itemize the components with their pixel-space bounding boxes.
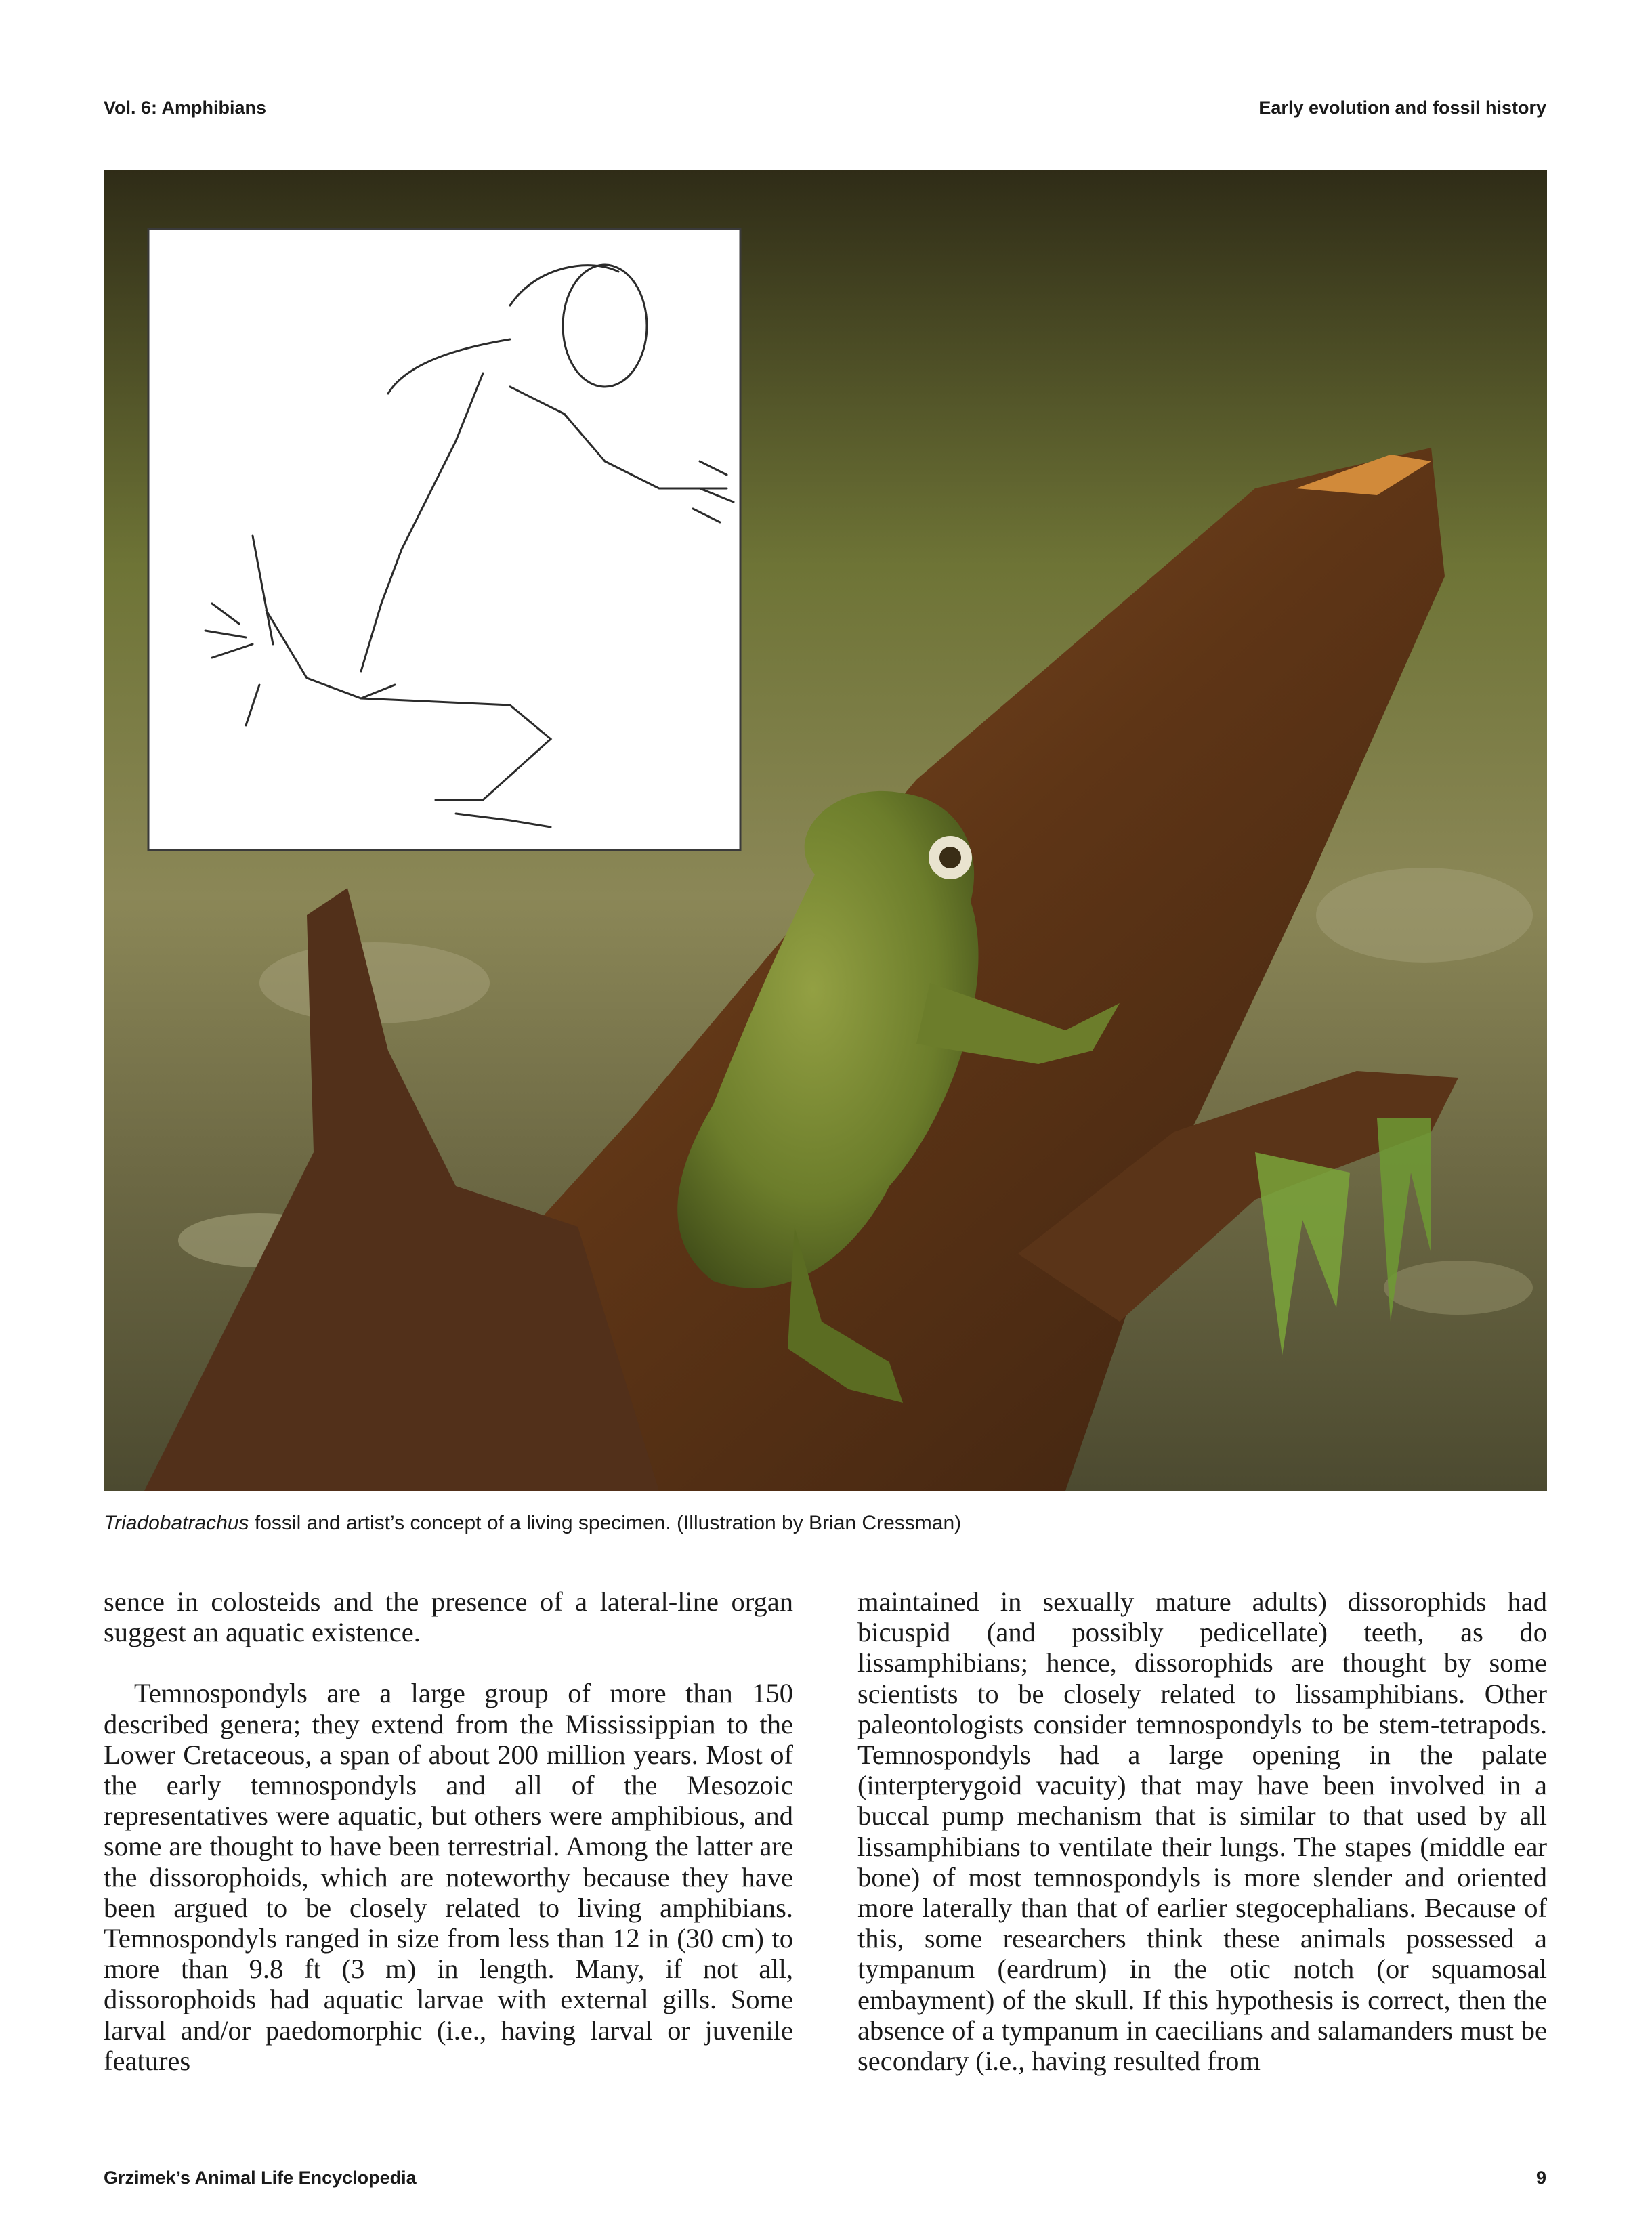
body-column-left xyxy=(104,1586,793,2076)
paragraph: maintained in sexually mature adults) dissorophids had bicuspid (and possibly pedicellate) teeth, as do lissamphibians; hence, dissorophids are thought by some scientists to be closely related to lissamphibians. Other paleontologists consider temnospondyls to be stem-tetrapods. Temnospondyls had a large opening in the palate (interpterygoid vacuity) that may have been involved in a buccal pump mechanism that is similar to that used by all lissamphibians to ventilate their lungs. The stapes (middle ear bone) of most temnospondyls is more slender and oriented more laterally than that of earlier stegocephalians. Because of this, some researchers think these animals possessed a tympanum (eardrum) in the otic notch (or squamosal embayment) of the skull. If this hypothesis is correct, then the absence of a tympanum in caecilians and salamanders must be secondary (i.e., having resulted from xyxy=(857,1586,1547,2077)
running-header-volume: Vol. 6: Amphibians xyxy=(104,98,267,118)
running-header-chapter: Early evolution and fossil history xyxy=(1258,98,1546,118)
figure-caption xyxy=(104,1512,1547,1535)
figure-illustration xyxy=(104,170,1547,1491)
paragraph: sence in colosteids and the presence of a lateral-line organ suggest an aquatic existence. xyxy=(104,1586,793,1648)
page-number: 9 xyxy=(1535,2168,1546,2188)
caption-text: fossil and artist’s concept of a living specimen. (Illustration by Brian Cressman) xyxy=(249,1512,962,1534)
caption-scientific-name: Triadobatrachus xyxy=(104,1512,249,1534)
footer-title: Grzimek’s Animal Life Encyclopedia xyxy=(104,2168,417,2188)
paragraph: Temnospondyls are a large group of more than 150 described genera; they extend from the Mississippian to the Lower Cretaceous, a span of about 200 million years. Most of the early temnospondyls and all of the Mesozoic representatives were aquatic, but others were amphibious, and some are thought to have been terrestrial. Among the latter are the dissorophoids, which are noteworthy because they have been argued to be closely related to living amphibians. Temnospondyls ranged in size from less than 12 in (30 cm) to more than 9.8 ft (3 m) in length. Many, if not all, dissorophoids had aquatic larvae with external gills. Some larval and/or paedomorphic (i.e., having larval or juvenile features xyxy=(104,1678,793,2076)
body-column-right xyxy=(857,1586,1547,2076)
